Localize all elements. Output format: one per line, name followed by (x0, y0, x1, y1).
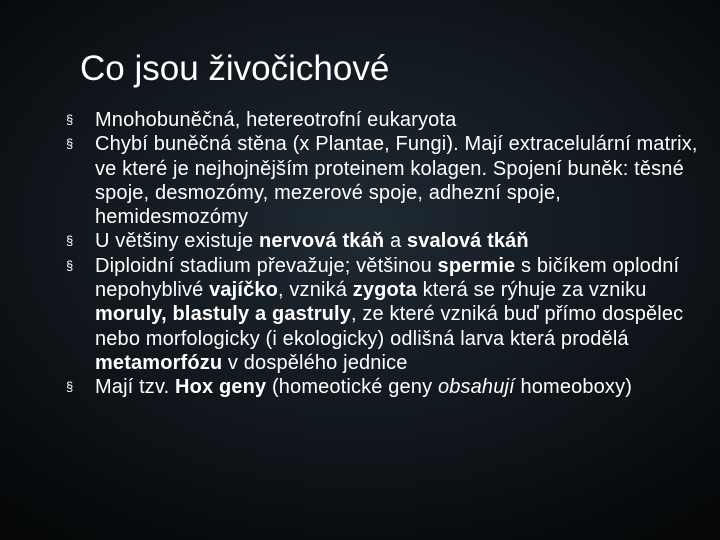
bullet-item (66, 229, 706, 253)
bullet-text: Mají tzv. Hox geny (homeotické geny obsahují homeoboxy) (95, 376, 633, 399)
bullet-item (66, 108, 706, 132)
bullet-text: Chybí buněčná stěna (x Plantae, Fungi). Mají extracelulární matrix, ve které je nejhojnějším proteinem kolagen. Spojení buněk: těsné spoje, desmozómy, mezerové spoje, adhezní spoje, hemidesmozómy (95, 133, 698, 229)
bullet-list (66, 108, 706, 400)
bold-term: metamorfózu (95, 351, 223, 374)
bold-term: svalová tkáň (406, 230, 529, 253)
bullet-item (66, 375, 706, 399)
bullet-item (66, 132, 706, 229)
bold-term: zygota (352, 279, 417, 302)
bullet-marker-icon (66, 233, 80, 249)
bullet-marker-icon (66, 258, 80, 274)
bullet-text: Diploidní stadium převažuje; většinou spermie s bičíkem oplodní nepohyblivé vajíčko, vzniká zygota která se rýhuje za vzniku moruly, blastuly a gastruly, ze které vzniká buď přímo dospělec nebo morfologicky (i ekologicky) odlišná larva která prodělá metamorfózu v dospělého jednice (95, 254, 684, 374)
italic-term: obsahují (437, 376, 515, 399)
bold-term: nervová tkáň (259, 230, 385, 253)
slide-title: Co jsou živočichové (80, 49, 390, 88)
bold-term: moruly, blastuly a gastruly (95, 303, 351, 326)
bullet-marker-icon (66, 112, 80, 128)
bullet-marker-icon (66, 379, 80, 395)
bullet-marker-icon (66, 136, 80, 152)
bullet-text: U většiny existuje nervová tkáň a svalová tkáň (95, 230, 529, 253)
bullet-text: Mnohobuněčná, hetereotrofní eukaryota (95, 109, 457, 131)
bullet-item (66, 254, 706, 375)
bold-term: Hox geny (175, 376, 267, 399)
bold-term: vajíčko (209, 279, 278, 302)
bold-term: spermie (437, 254, 516, 277)
